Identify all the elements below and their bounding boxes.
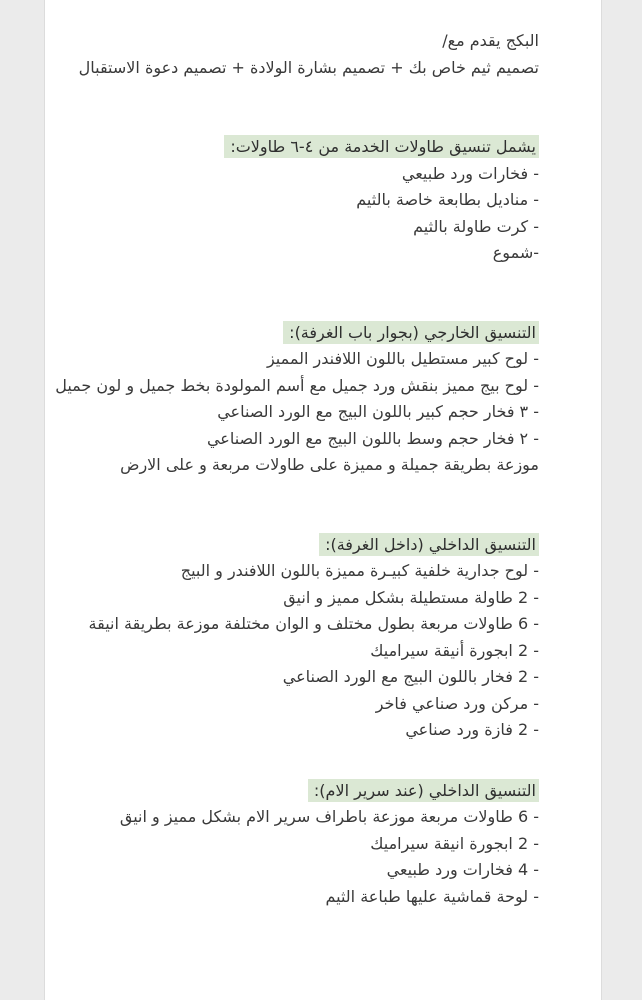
list-item: موزعة بطريقة جميلة و مميزة على طاولات مربعة و على الارض <box>120 455 539 474</box>
intro-line-1: البكج يقدم مع/ <box>442 31 539 50</box>
list-item: - 2 ابجورة انيقة سيراميك <box>370 833 539 853</box>
list-item: - ٢ فخار حجم وسط باللون البيج مع الورد الصناعي <box>206 428 539 448</box>
list-item: - 2 ابجورة أنيقة سيراميك <box>370 640 539 660</box>
list-item: - فخارات ورد طبيعي <box>401 163 539 183</box>
message-body <box>19 28 539 910</box>
list-item: - 4 فخارات ورد طبيعي <box>386 860 539 879</box>
list-item: -شموع <box>492 243 539 262</box>
section-heading-service-tables: يشمل تنسيق طاولات الخدمة من ٤-٦ طاولات: <box>224 135 539 158</box>
list-item: - كرت طاولة بالثيم <box>413 216 539 236</box>
document-page <box>44 0 602 1000</box>
list-item: - 2 طاولة مستطيلة بشكل مميز و انيق <box>283 587 539 607</box>
list-item: - لوح كبير مستطيل باللون اللافندر المميز <box>266 349 539 368</box>
section-heading-mother-bed: التنسيق الداخلي (عند سرير الام): <box>308 779 539 802</box>
list-item: - 2 فخار باللون البيج مع الورد الصناعي <box>282 667 539 686</box>
list-item: - لوح بيج مميز بنقش ورد جميل مع أسم المولودة بخط جميل و لون جميل <box>55 375 539 395</box>
list-item: - لوحة قماشية عليها طباعة الثيم <box>325 886 539 906</box>
list-item: - 2 فازة ورد صناعي <box>405 720 539 739</box>
list-item: - ٣ فخار حجم كبير باللون البيج مع الورد الصناعي <box>217 402 539 421</box>
list-item: - مركن ورد صناعي فاخر <box>375 693 539 713</box>
intro-line-2: تصميم ثيم خاص بك + تصميم بشارة الولادة + تصميم دعوة الاستقبال <box>78 57 539 77</box>
section-heading-indoor-room: التنسيق الداخلي (داخل الغرفة): <box>319 533 539 556</box>
list-item: - لوح جدارية خلفية كبيـرة مميزة باللون اللافندر و البيج <box>180 561 539 580</box>
section-heading-outdoor: التنسيق الخارجي (بجوار باب الغرفة): <box>283 321 539 344</box>
list-item: - 6 طاولات مربعة موزعة باطراف سرير الام بشكل مميز و انيق <box>119 807 539 826</box>
list-item: - مناديل بطابعة خاصة بالثيم <box>356 190 539 209</box>
list-item: - 6 طاولات مربعة بطول مختلف و الوان مختلفة موزعة بطريقة انيقة <box>88 614 539 633</box>
